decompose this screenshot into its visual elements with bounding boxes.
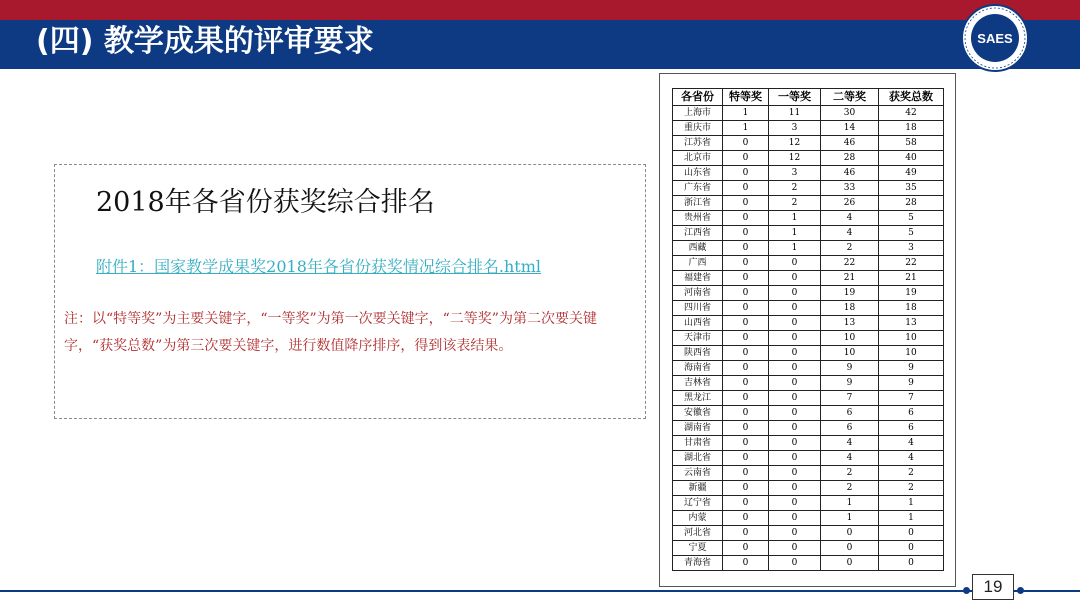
table-row [673,556,944,571]
cell-province: 云南省 [673,466,723,481]
cell-special-prize: 0 [723,406,769,421]
cell-first-prize: 2 [769,181,821,196]
cell-first-prize: 0 [769,511,821,526]
cell-total: 3 [879,241,944,256]
cell-second-prize: 1 [821,511,879,526]
cell-special-prize: 0 [723,511,769,526]
cell-special-prize: 0 [723,256,769,271]
cell-second-prize: 2 [821,466,879,481]
cell-total: 42 [879,106,944,121]
cell-province: 吉林省 [673,376,723,391]
cell-special-prize: 0 [723,526,769,541]
cell-first-prize: 0 [769,466,821,481]
cell-special-prize: 0 [723,136,769,151]
cell-special-prize: 0 [723,451,769,466]
header-special-prize: 特等奖 [723,89,769,106]
cell-first-prize: 0 [769,256,821,271]
cell-special-prize: 0 [723,286,769,301]
cell-first-prize: 0 [769,436,821,451]
table-row [673,181,944,196]
cell-province: 内蒙 [673,511,723,526]
cell-second-prize: 10 [821,346,879,361]
cell-second-prize: 6 [821,421,879,436]
table-row [673,196,944,211]
cell-first-prize: 12 [769,151,821,166]
cell-province: 安徽省 [673,406,723,421]
table-row [673,391,944,406]
table-row [673,136,944,151]
cell-total: 10 [879,331,944,346]
cell-second-prize: 26 [821,196,879,211]
cell-total: 19 [879,286,944,301]
header-second-prize: 二等奖 [821,89,879,106]
header-province: 各省份 [673,89,723,106]
cell-total: 18 [879,121,944,136]
cell-first-prize: 1 [769,211,821,226]
cell-first-prize: 0 [769,286,821,301]
cell-second-prize: 14 [821,121,879,136]
svg-text:SAES: SAES [977,31,1013,46]
cell-first-prize: 0 [769,391,821,406]
cell-province: 山东省 [673,166,723,181]
cell-total: 7 [879,391,944,406]
table-row [673,481,944,496]
saes-logo [960,3,1030,73]
cell-total: 10 [879,346,944,361]
cell-province: 广东省 [673,181,723,196]
cell-province: 贵州省 [673,211,723,226]
cell-first-prize: 11 [769,106,821,121]
cell-total: 6 [879,406,944,421]
cell-province: 海南省 [673,361,723,376]
cell-special-prize: 0 [723,211,769,226]
cell-special-prize: 0 [723,466,769,481]
cell-province: 青海省 [673,556,723,571]
table-row [673,256,944,271]
cell-first-prize: 0 [769,331,821,346]
cell-province: 宁夏 [673,541,723,556]
cell-province: 上海市 [673,106,723,121]
cell-first-prize: 0 [769,556,821,571]
sorting-note: 注：以“特等奖”为主要关键字，“一等奖”为第一次要关键字，“二等奖”为第二次要关键字，“获奖总数”为第三次要关键字，进行数值降序排序，得到该表结果。 [64,311,597,354]
cell-province: 福建省 [673,271,723,286]
cell-province: 江苏省 [673,136,723,151]
cell-total: 0 [879,556,944,571]
footer-dot-right [1017,587,1024,594]
table-row [673,301,944,316]
cell-province: 河北省 [673,526,723,541]
cell-second-prize: 6 [821,406,879,421]
header-total: 获奖总数 [879,89,944,106]
cell-total: 4 [879,451,944,466]
cell-special-prize: 0 [723,331,769,346]
cell-first-prize: 0 [769,271,821,286]
cell-special-prize: 0 [723,196,769,211]
table-row [673,361,944,376]
cell-special-prize: 0 [723,271,769,286]
table-row [673,286,944,301]
cell-province: 陕西省 [673,346,723,361]
cell-first-prize: 0 [769,496,821,511]
cell-first-prize: 0 [769,316,821,331]
table-body [673,106,944,571]
attachment-link[interactable]: 附件1：国家教学成果奖2018年各省份获奖情况综合排名.html [96,257,542,276]
cell-special-prize: 0 [723,166,769,181]
cell-total: 0 [879,541,944,556]
cell-first-prize: 3 [769,166,821,181]
cell-special-prize: 0 [723,496,769,511]
cell-total: 40 [879,151,944,166]
cell-province: 山西省 [673,316,723,331]
cell-first-prize: 0 [769,451,821,466]
table-row [673,406,944,421]
cell-province: 西藏 [673,241,723,256]
cell-second-prize: 13 [821,316,879,331]
cell-province: 江西省 [673,226,723,241]
cell-province: 黑龙江 [673,391,723,406]
footer-dot-left [963,587,970,594]
cell-total: 2 [879,466,944,481]
cell-total: 9 [879,376,944,391]
cell-province: 新疆 [673,481,723,496]
cell-special-prize: 0 [723,541,769,556]
cell-special-prize: 0 [723,151,769,166]
cell-total: 1 [879,511,944,526]
cell-second-prize: 18 [821,301,879,316]
cell-special-prize: 0 [723,556,769,571]
table-row [673,211,944,226]
cell-special-prize: 1 [723,106,769,121]
table-row [673,241,944,256]
cell-second-prize: 4 [821,226,879,241]
cell-second-prize: 10 [821,331,879,346]
table-row [673,346,944,361]
cell-second-prize: 19 [821,286,879,301]
cell-special-prize: 0 [723,181,769,196]
cell-second-prize: 33 [821,181,879,196]
cell-province: 浙江省 [673,196,723,211]
cell-first-prize: 0 [769,376,821,391]
cell-total: 35 [879,181,944,196]
cell-second-prize: 4 [821,451,879,466]
cell-first-prize: 0 [769,421,821,436]
table-row [673,151,944,166]
cell-first-prize: 0 [769,406,821,421]
table-row [673,466,944,481]
cell-first-prize: 1 [769,241,821,256]
ranking-heading: 2018年各省份获奖综合排名 [96,187,435,218]
cell-first-prize: 0 [769,346,821,361]
table-row [673,511,944,526]
cell-first-prize: 2 [769,196,821,211]
table-row [673,421,944,436]
page-number: 19 [972,574,1014,600]
cell-special-prize: 0 [723,436,769,451]
table-row [673,541,944,556]
header-first-prize: 一等奖 [769,89,821,106]
cell-first-prize: 3 [769,121,821,136]
slide-title: (四) 教学成果的评审要求 [36,24,374,59]
cell-second-prize: 1 [821,496,879,511]
cell-total: 2 [879,481,944,496]
cell-total: 6 [879,421,944,436]
table-row [673,496,944,511]
cell-province: 辽宁省 [673,496,723,511]
cell-second-prize: 0 [821,556,879,571]
cell-province: 湖南省 [673,421,723,436]
cell-province: 河南省 [673,286,723,301]
cell-first-prize: 12 [769,136,821,151]
cell-special-prize: 0 [723,376,769,391]
cell-special-prize: 0 [723,226,769,241]
cell-second-prize: 30 [821,106,879,121]
cell-province: 四川省 [673,301,723,316]
cell-second-prize: 46 [821,166,879,181]
cell-second-prize: 0 [821,526,879,541]
cell-special-prize: 0 [723,481,769,496]
cell-total: 49 [879,166,944,181]
cell-total: 18 [879,301,944,316]
table-row [673,226,944,241]
cell-total: 58 [879,136,944,151]
cell-total: 0 [879,526,944,541]
cell-second-prize: 46 [821,136,879,151]
cell-first-prize: 0 [769,526,821,541]
cell-total: 5 [879,211,944,226]
cell-province: 北京市 [673,151,723,166]
footer-line [0,590,1080,592]
cell-special-prize: 0 [723,391,769,406]
cell-special-prize: 0 [723,241,769,256]
table-row [673,271,944,286]
table-header-row [673,89,944,106]
cell-second-prize: 2 [821,241,879,256]
cell-province: 甘肃省 [673,436,723,451]
cell-second-prize: 4 [821,211,879,226]
cell-second-prize: 21 [821,271,879,286]
cell-total: 4 [879,436,944,451]
header-red-stripe [0,0,1080,20]
ranking-table [672,88,944,571]
table-row [673,121,944,136]
cell-special-prize: 0 [723,361,769,376]
cell-second-prize: 7 [821,391,879,406]
cell-second-prize: 9 [821,361,879,376]
table-row [673,166,944,181]
cell-first-prize: 0 [769,541,821,556]
cell-special-prize: 0 [723,421,769,436]
cell-total: 9 [879,361,944,376]
table-row [673,451,944,466]
table-row [673,526,944,541]
cell-total: 13 [879,316,944,331]
table-row [673,316,944,331]
table-row [673,331,944,346]
cell-second-prize: 4 [821,436,879,451]
cell-second-prize: 22 [821,256,879,271]
cell-province: 天津市 [673,331,723,346]
cell-special-prize: 1 [723,121,769,136]
cell-total: 1 [879,496,944,511]
cell-first-prize: 0 [769,301,821,316]
cell-second-prize: 0 [821,541,879,556]
cell-first-prize: 0 [769,481,821,496]
cell-second-prize: 28 [821,151,879,166]
cell-province: 重庆市 [673,121,723,136]
table-row [673,436,944,451]
cell-total: 21 [879,271,944,286]
cell-special-prize: 0 [723,316,769,331]
cell-total: 28 [879,196,944,211]
cell-second-prize: 9 [821,376,879,391]
cell-first-prize: 0 [769,361,821,376]
cell-province: 湖北省 [673,451,723,466]
cell-special-prize: 0 [723,301,769,316]
table-row [673,106,944,121]
table-row [673,376,944,391]
cell-first-prize: 1 [769,226,821,241]
cell-total: 22 [879,256,944,271]
cell-total: 5 [879,226,944,241]
cell-second-prize: 2 [821,481,879,496]
cell-special-prize: 0 [723,346,769,361]
cell-province: 广西 [673,256,723,271]
